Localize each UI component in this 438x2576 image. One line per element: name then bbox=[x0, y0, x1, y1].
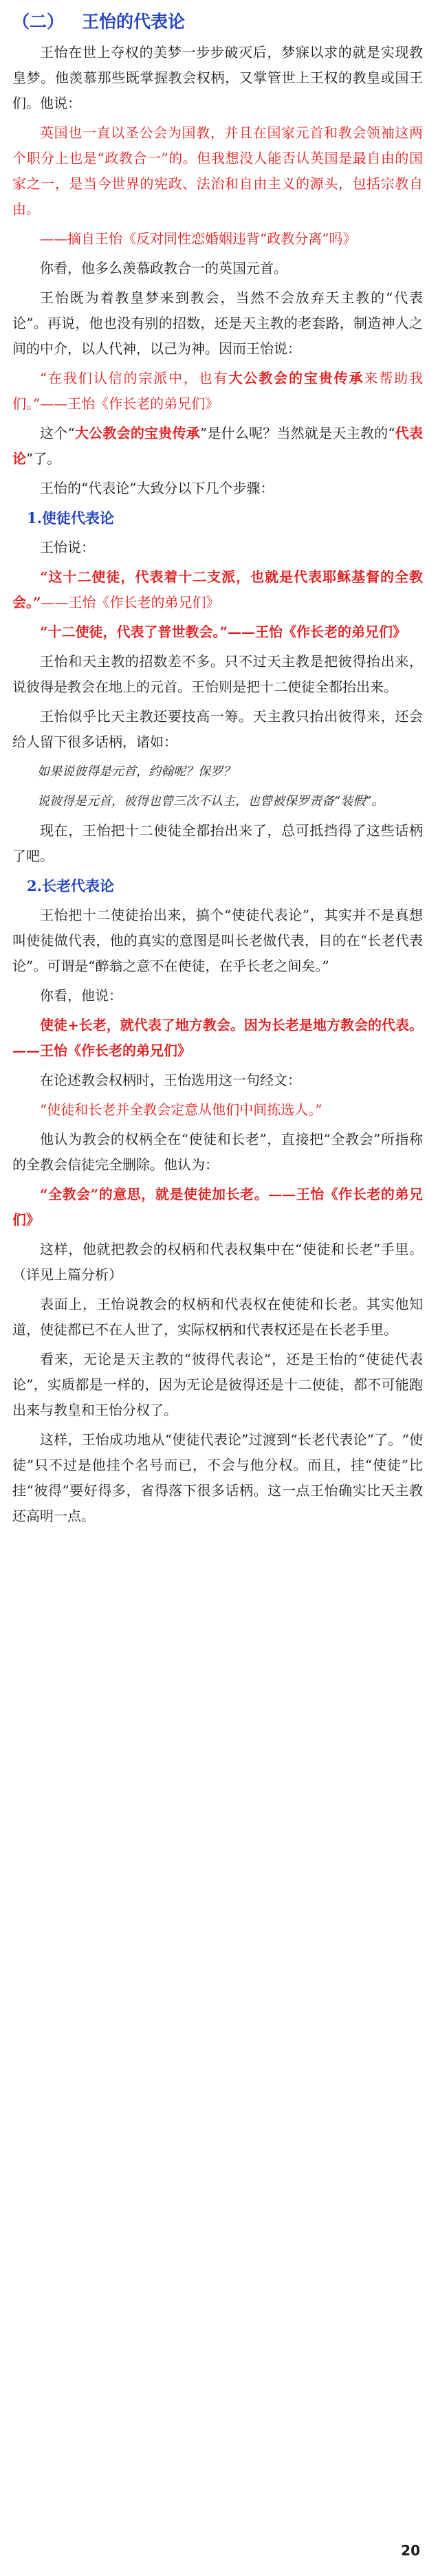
paragraph: 他认为教会的权柄全在“使徒和长老”，直接把“全教会”所指称的全教会信徒完全删除。他认为： bbox=[12, 1131, 423, 1173]
quote-citation: ——摘自王怡《反对同性恋婚姻违背“政教分离”吗》 bbox=[40, 230, 357, 247]
paragraph: 这个“大公教会的宝贵传承”是什么呢？当然就是天主教的“代表论”了。 bbox=[12, 425, 424, 467]
subheading-apostle-representation: 1.使徒代表论 bbox=[27, 509, 114, 527]
quote-england: 英国也一直以圣公会为国教，并且在国家元首和教会领袖这两个职分上也是“政教合一”的。但我想没人能否认英国是最自由的国家之一，是当今世界的宪政、法治和自由主义的源头，包括宗教自由。 bbox=[12, 124, 423, 217]
paragraph: 表面上，王怡说教会的权柄和代表权在使徒和长老。其实他知道，使徒都已不在人世了，实际权柄和代表权还是在长老手里。 bbox=[12, 1296, 423, 1338]
paragraph: 王怡的“代表论”大致分以下几个步骤： bbox=[40, 480, 274, 496]
quote-universal-church: “十二使徒，代表了普世教会。”——王怡《作长老的弟兄们》 bbox=[40, 624, 407, 640]
quote-scripture: “使徒和长老并全教会定意从他们中间拣选人。” bbox=[40, 1101, 322, 1118]
paragraph: 在论述教会权柄时，王怡选用这一句经文： bbox=[40, 1072, 301, 1088]
subheading-elder-representation: 2.长老代表论 bbox=[27, 877, 114, 894]
note-peter-john: 如果说彼得是元首，约翰呢？保罗？ bbox=[37, 764, 235, 779]
quote-twelve-apostles: “这十二使徒，代表着十二支派，也就是代表耶稣基督的全教会。”——王怡《作长老的弟兄们》 bbox=[12, 569, 423, 610]
paragraph: 王怡似乎比天主教还要技高一筹。天主教只抬出彼得来，还会给人留下很多话柄，诸如： bbox=[12, 708, 423, 750]
quote-catholic-heritage: “在我们认信的宗派中，也有大公教会的宝贵传承来帮助我们。”——王怡《作长老的弟兄们》 bbox=[12, 370, 424, 412]
section-heading bbox=[12, 8, 423, 36]
paragraph: 这样，王怡成功地从“使徒代表论”过渡到“长老代表论”了。“使徒”只不过是他挂个名号而已，不会与他分权。而且，挂“使徒”比挂“彼得”要好得多，省得落下很多话柄。这一点王怡确实比天主教还高明一点。 bbox=[12, 1431, 423, 1524]
paragraph: 现在，王怡把十二使徒全都抬出来了，总可抵挡得了这些话柄了吧。 bbox=[12, 822, 423, 864]
paragraph: 你看，他多么羡慕政教合一的英国元首。 bbox=[40, 260, 287, 276]
paragraph: 王怡在世上夺权的美梦一步步破灭后，梦寐以求的就是实现教皇梦。他羡慕那些既掌握教会权柄，又掌管世上王权的教皇或国王们。他说： bbox=[12, 44, 423, 111]
section-title: 王怡的代表论 bbox=[82, 12, 186, 32]
paragraph: 王怡把十二使徒抬出来，搞个“使徒代表论”，其实并不是真想叫使徒做代表，他的真实的意图是叫长老做代表，目的在“长老代表论”。可谓是“醉翁之意不在使徒，在乎长老之间矣。” bbox=[12, 907, 423, 974]
paragraph: 王怡说： bbox=[40, 539, 95, 555]
note-peter-denial: 说彼得是元首，彼得也曾三次不认主，也曾被保罗责备“装假”。 bbox=[37, 794, 384, 808]
section-number: （二） bbox=[12, 12, 65, 32]
paragraph: 这样，他就把教会的权柄和代表权集中在“使徒和长老”手里。（详见上篇分析） bbox=[12, 1241, 423, 1283]
paragraph: 王怡和天主教的招数差不多。只不过天主教是把彼得抬出来，说彼得是教会在地上的元首。王怡则是把十二使徒全都抬出来。 bbox=[12, 653, 423, 695]
paragraph: 你看，他说： bbox=[40, 987, 122, 1004]
paragraph: 看来，无论是天主教的“彼得代表论”，还是王怡的“使徒代表论”，实质都是一样的，因为无论是彼得还是十二使徒，都不可能跑出来与教皇和王怡分权了。 bbox=[12, 1351, 423, 1418]
page-number: 20 bbox=[401, 2542, 420, 2559]
quote-whole-church: “全教会”的意思，就是使徒加长老。——王怡《作长老的弟兄们》 bbox=[12, 1186, 423, 1228]
quote-apostles-plus-elders: 使徒+长老，就代表了地方教会。因为长老是地方教会的代表。——王怡《作长老的弟兄们》 bbox=[12, 1017, 423, 1059]
paragraph: 王怡既为着教皇梦来到教会，当然不会放弃天主教的“代表论”。再说，他也没有别的招数，还是天主教的老套路，制造神人之间的中介，以人代神，以己为神。因而王怡说： bbox=[12, 289, 423, 357]
